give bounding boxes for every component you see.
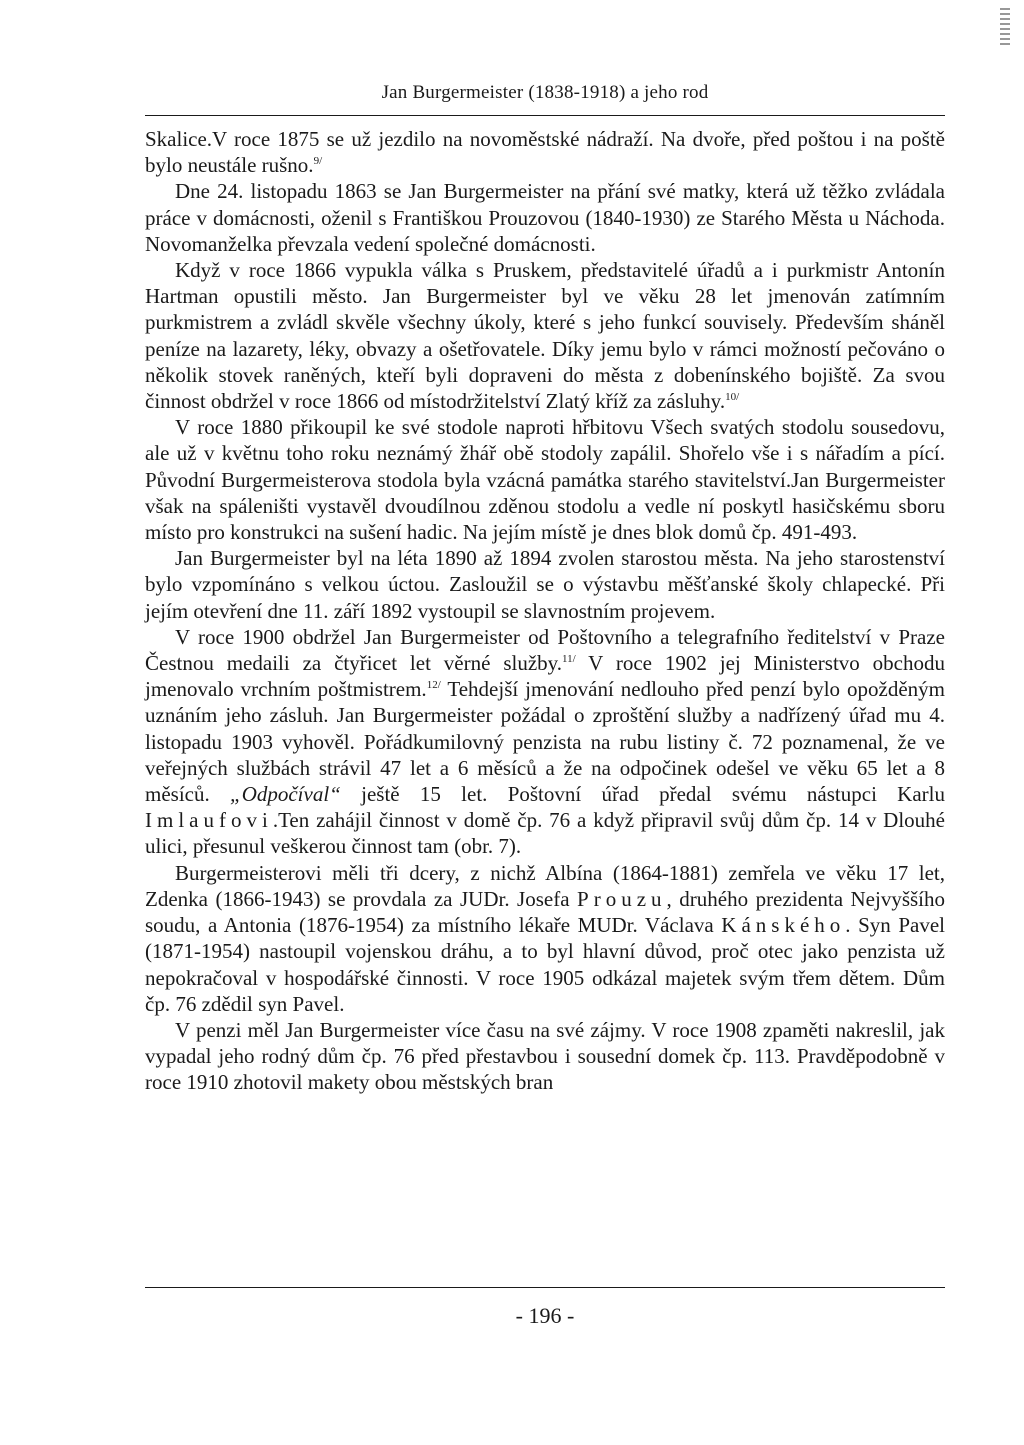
- footnote-ref: 11/: [562, 653, 576, 666]
- paragraph-5: Jan Burgermeister byl na léta 1890 až 1894 zvolen starostou města. Na jeho starostenství bylo vzpomínáno s velkou úctou. Zasloužil se o výstavbu měšťanské školy chlapecké. Při jejím otevření dne 11. září 1892 vystoupil se slavnostním projevem.: [145, 546, 945, 623]
- paragraph-7: Burgermeisterovi měli tři dcery, z nichž Albína (1864-1881) zemřela ve věku 17 let, Zdenka (1866-1943) se provdala za JUDr. Josefa Prouzu, druhého prezidenta Nejvyššího soudu, a Antonia (1876-1954) za místního lékaře MUDr. Václava Kánského. Syn Pavel (1871-1954) nastoupil vojenskou dráhu, a to byl hlavní důvod, proč otec jako penzista už nepokračoval v hospodářské činnosti. V roce 1905 odkázal majetek svým třem dětem. Dům čp. 76 zdědil syn Pavel.: [145, 860, 945, 1016]
- scan-artifact: [1000, 8, 1010, 48]
- footnote-ref: 12/: [426, 679, 441, 692]
- paragraph-4: V roce 1880 přikoupil ke své stodole naproti hřbitovu Všech svatých stodolu sousedovu, ale už v květnu toho roku neznámý žhář obě stodoly zapálil. Shořelo vše i s nářadím a pící. Původní Burgermeisterova stodola byla vzácná památka starého stavitelství.Jan Burgermeister však na spáleništi vystavěl dvoudílnou zděnou stodolu a vedle ní poskytl hasičskému sboru místo pro konstrukci na sušení hadic. Na jejím místě je dnes blok domů čp. 491-493.: [145, 415, 945, 545]
- paragraph-6: V roce 1900 obdržel Jan Burgermeister od Poštovního a telegrafního ředitelství v Praze Čestnou medaili za čtyřicet let věrné služby.$^{11/}$ V roce 1902 jej Ministerstvo obchodu jmenovalo vrchním poštmistrem.$^{12/}$ Tehdejší jmenování nedlouho před penzí bylo opožděným uznáním jeho zásluh. Jan Burgermeister požádal o zproštění služby a nadřízený úřad mu 4. listopadu 1903 vyhověl. Pořádkumilovný penzista na rubu listiny č. 72 poznamenal, že ve veřejných službách strávil 47 let a 6 měsíců a že na odpočinek odešel ve věku 65 let a 8 měsíců. „Odpočíval“ ještě 15 let. Poštovní úřad předal svému nástupci Karlu Imlaufovi.Ten zahájil činnost v domě čp. 76 a když připravil svůj dům čp. 14 v Dlouhé ulici, přesunul veškerou činnost tam (obr. 7).: [145, 624, 945, 859]
- page-number: - 196 -: [515, 1303, 575, 1328]
- footer-rule: [145, 1287, 945, 1288]
- header-rule: [145, 115, 945, 116]
- footnote-ref: 10/: [725, 391, 740, 404]
- paragraph-3: Když v roce 1866 vypukla válka s Pruskem, představitelé úřadů a i purkmistr Antonín Hartman opustili město. Jan Burgermeister byl ve věku 28 let jmenován zatímním purkmistrem a zvládl skvěle všechny úkoly, které s jeho funkcí souvisely. Především sháněl peníze na lazarety, léky, obvazy a ošetřovatele. Díky jemu bylo v rámci možností pečováno o několik stovek raněných, kteří byli dopraveni do města z dobenínského bojiště. Za svou činnost obdržel v roce 1866 od místodržitelství Zlatý kříž za zásluhy.$^{10/}$: [145, 258, 945, 414]
- running-header: Jan Burgermeister (1838-1918) a jeho rod: [381, 82, 709, 103]
- page-body: [145, 126, 945, 1096]
- paragraph-8: V penzi měl Jan Burgermeister více času na své zájmy. V roce 1908 zpaměti nakreslil, jak vypadal jeho rodný dům čp. 76 před přestavbou i sousední domek čp. 113. Pravděpodobně v roce 1910 zhotovil makety obou městských bran: [145, 1017, 945, 1095]
- footnote-ref: 9/: [313, 155, 323, 168]
- paragraph-1: Skalice.V roce 1875 se už jezdilo na novoměstské nádraží. Na dvoře, před poštou i na poště bylo neustále rušno.$^{9/}$: [145, 127, 945, 178]
- paragraph-2: Dne 24. listopadu 1863 se Jan Burgermeister na přání své matky, která už těžko zvládala práce v domácnosti, oženil s Františkou Prouzovou (1840-1930) ze Starého Města u Náchoda. Novomanželka převzala vedení společné domácnosti.: [145, 179, 945, 256]
- spaced-name: Prouzu: [577, 886, 667, 911]
- spaced-name: Kánského: [721, 913, 846, 938]
- spaced-name: Imlaufovi: [145, 808, 273, 833]
- quoted-italic: „Odpočíval“: [230, 782, 341, 807]
